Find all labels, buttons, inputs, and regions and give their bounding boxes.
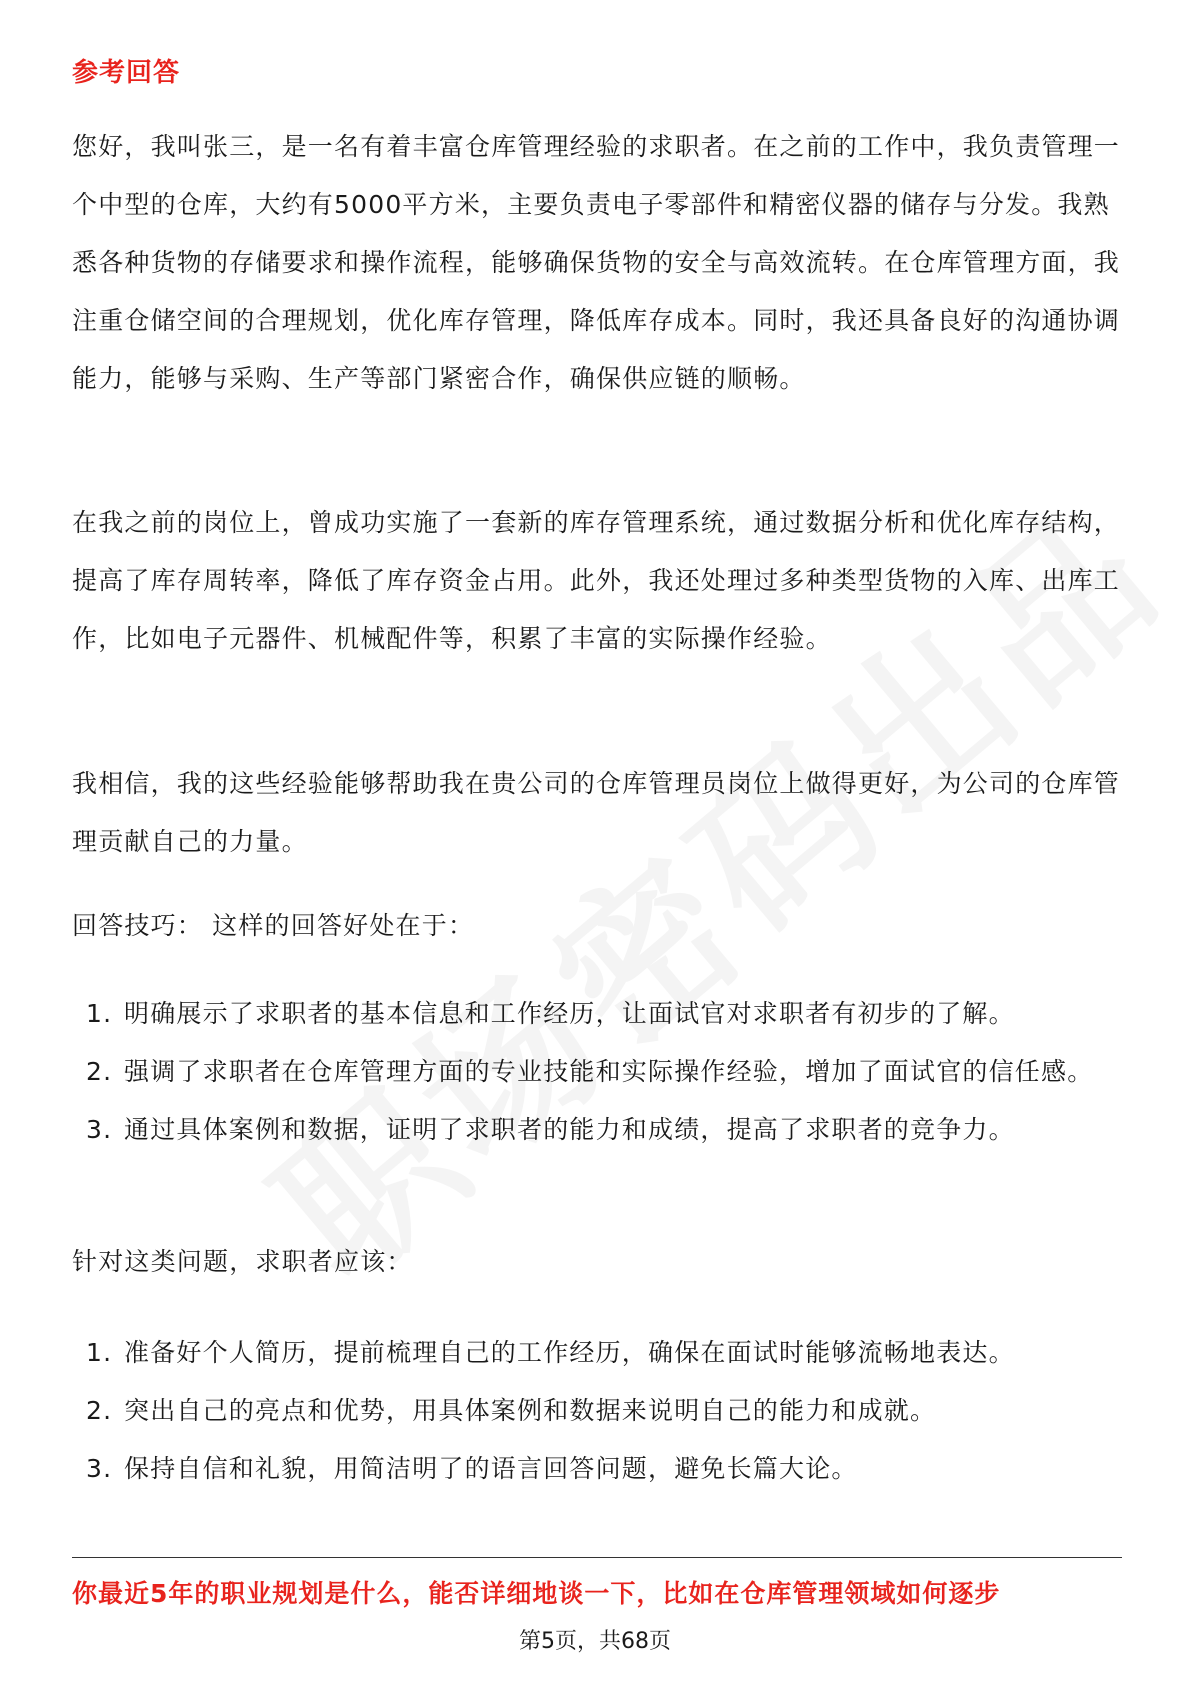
document-page bbox=[72, 0, 1122, 1684]
page-number: 第5页，共68页 bbox=[519, 1629, 671, 1654]
tips-heading: 回答技巧： 这样的回答好处在于： bbox=[72, 911, 475, 940]
list-number: 1. bbox=[86, 999, 113, 1028]
list-number: 2. bbox=[86, 1057, 113, 1086]
list-number: 1. bbox=[86, 1338, 113, 1367]
list-item bbox=[72, 1382, 1122, 1440]
list-number: 3. bbox=[86, 1454, 113, 1483]
next-question-heading: 你最近5年的职业规划是什么，能否详细地谈一下，比如在仓库管理领域如何逐步 bbox=[72, 1579, 1001, 1608]
list-item-text: 突出自己的亮点和优势，用具体案例和数据来说明自己的能力和成就。 bbox=[124, 1396, 937, 1425]
list-item-text: 准备好个人简历，提前梳理自己的工作经历，确保在面试时能够流畅地表达。 bbox=[124, 1338, 1015, 1367]
list-item-text: 明确展示了求职者的基本信息和工作经历，让面试官对求职者有初步的了解。 bbox=[124, 999, 1015, 1028]
list-item-text: 强调了求职者在仓库管理方面的专业技能和实际操作经验，增加了面试官的信任感。 bbox=[124, 1057, 1094, 1086]
list-item bbox=[72, 1101, 1122, 1159]
list-item bbox=[72, 1043, 1122, 1101]
list-item bbox=[72, 1440, 1122, 1498]
list-number: 3. bbox=[86, 1115, 113, 1144]
divider bbox=[72, 1557, 1122, 1558]
advice-heading: 针对这类问题，求职者应该： bbox=[72, 1247, 413, 1276]
section-title: 参考回答 bbox=[72, 58, 181, 88]
answer-paragraph-1: 您好，我叫张三，是一名有着丰富仓库管理经验的求职者。在之前的工作中，我负责管理一个中型的仓库，大约有5000平方米，主要负责电子零部件和精密仪器的储存与分发。我熟悉各种货物的存储要求和操作流程，能够确保货物的安全与高效流转。在仓库管理方面，我注重仓储空间的合理规划，优化库存管理，降低库存成本。同时，我还具备良好的沟通协调能力，能够与采购、生产等部门紧密合作，确保供应链的顺畅。 bbox=[72, 132, 1121, 393]
answer-paragraph-3: 我相信，我的这些经验能够帮助我在贵公司的仓库管理员岗位上做得更好，为公司的仓库管理贡献自己的力量。 bbox=[72, 769, 1121, 856]
list-item-text: 通过具体案例和数据，证明了求职者的能力和成绩，提高了求职者的竞争力。 bbox=[124, 1115, 1015, 1144]
advice-list bbox=[72, 1324, 1122, 1498]
answer-paragraph-2: 在我之前的岗位上，曾成功实施了一套新的库存管理系统，通过数据分析和优化库存结构，提高了库存周转率，降低了库存资金占用。此外，我还处理过多种类型货物的入库、出库工作，比如电子元器件、机械配件等，积累了丰富的实际操作经验。 bbox=[72, 508, 1121, 653]
tips-list bbox=[72, 985, 1122, 1159]
list-item-text: 保持自信和礼貌，用简洁明了的语言回答问题，避免长篇大论。 bbox=[124, 1454, 858, 1483]
list-number: 2. bbox=[86, 1396, 113, 1425]
list-item bbox=[72, 1324, 1122, 1382]
list-item bbox=[72, 985, 1122, 1043]
